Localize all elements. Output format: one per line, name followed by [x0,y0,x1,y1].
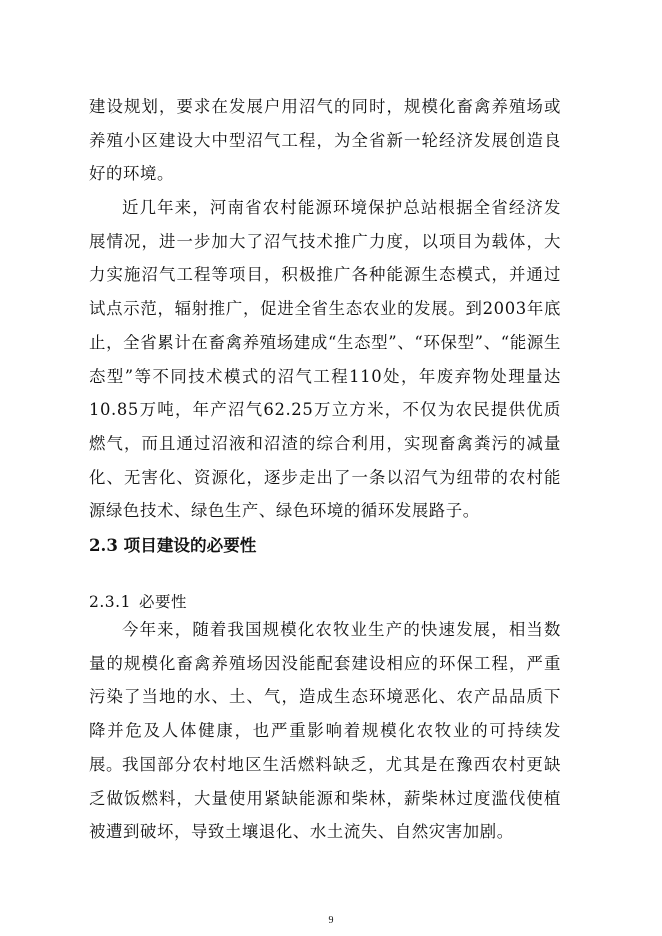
subsection-title: 必要性 [139,593,188,611]
body-paragraph-continued: 建设规划，要求在发展户用沼气的同时，规模化畜禽养殖场或养殖小区建设大中型沼气工程，为全省新一轮经济发展创造良好的环境。 [89,97,561,184]
subsection-heading [89,590,187,612]
page-number: 9 [328,915,334,926]
body-paragraph: 今年来，随着我国规模化农牧业生产的快速发展，相当数量的规模化畜禽养殖场因没能配套建设相应的环保工程，严重污染了当地的水、土、气，造成生态环境恶化、农产品品质下降并危及人体健康，也严重影响着规模化农牧业的可持续发展。 [89,620,561,774]
body-paragraph: 近几年来，河南省农村能源环境保护总站根据全省经济发展情况，进一步加大了沼气技术推广力度，以项目为载体，大力实施沼气工程等项目，积极推广各种能源生态模式，并通过试点示范，辐射推广，促进全省生态农业的发展。到2003年底止，全省累计在畜禽养殖场建成“生态型”、“环保型”、“能源生态型”等不同技术模式的沼气工程110处，年废弃物处理量达10.85万吨，年产沼气62.25万立方米，不仅为农民提供优质燃气，而且通过沼液和沼渣的综合利用，实现畜禽粪污的减量化、无害化、资源化，逐步走出了一条以沼气为纽带的农村能源绿色技术、绿色生产、绿色环境的循环发展路子。 [89,198,561,521]
subsection-number: 2.3.1 [89,593,131,611]
section-heading: 2.3 项目建设的必要性 [89,535,257,555]
body-paragraph: 我国部分农村地区生活燃料缺乏，尤其是在豫西农村更缺乏做饭燃料，大量使用紧缺能源和柴林，薪柴林过度滥伐使植被遭到破坏，导致土壤退化、水土流失、自然灾害加剧。 [89,755,561,842]
